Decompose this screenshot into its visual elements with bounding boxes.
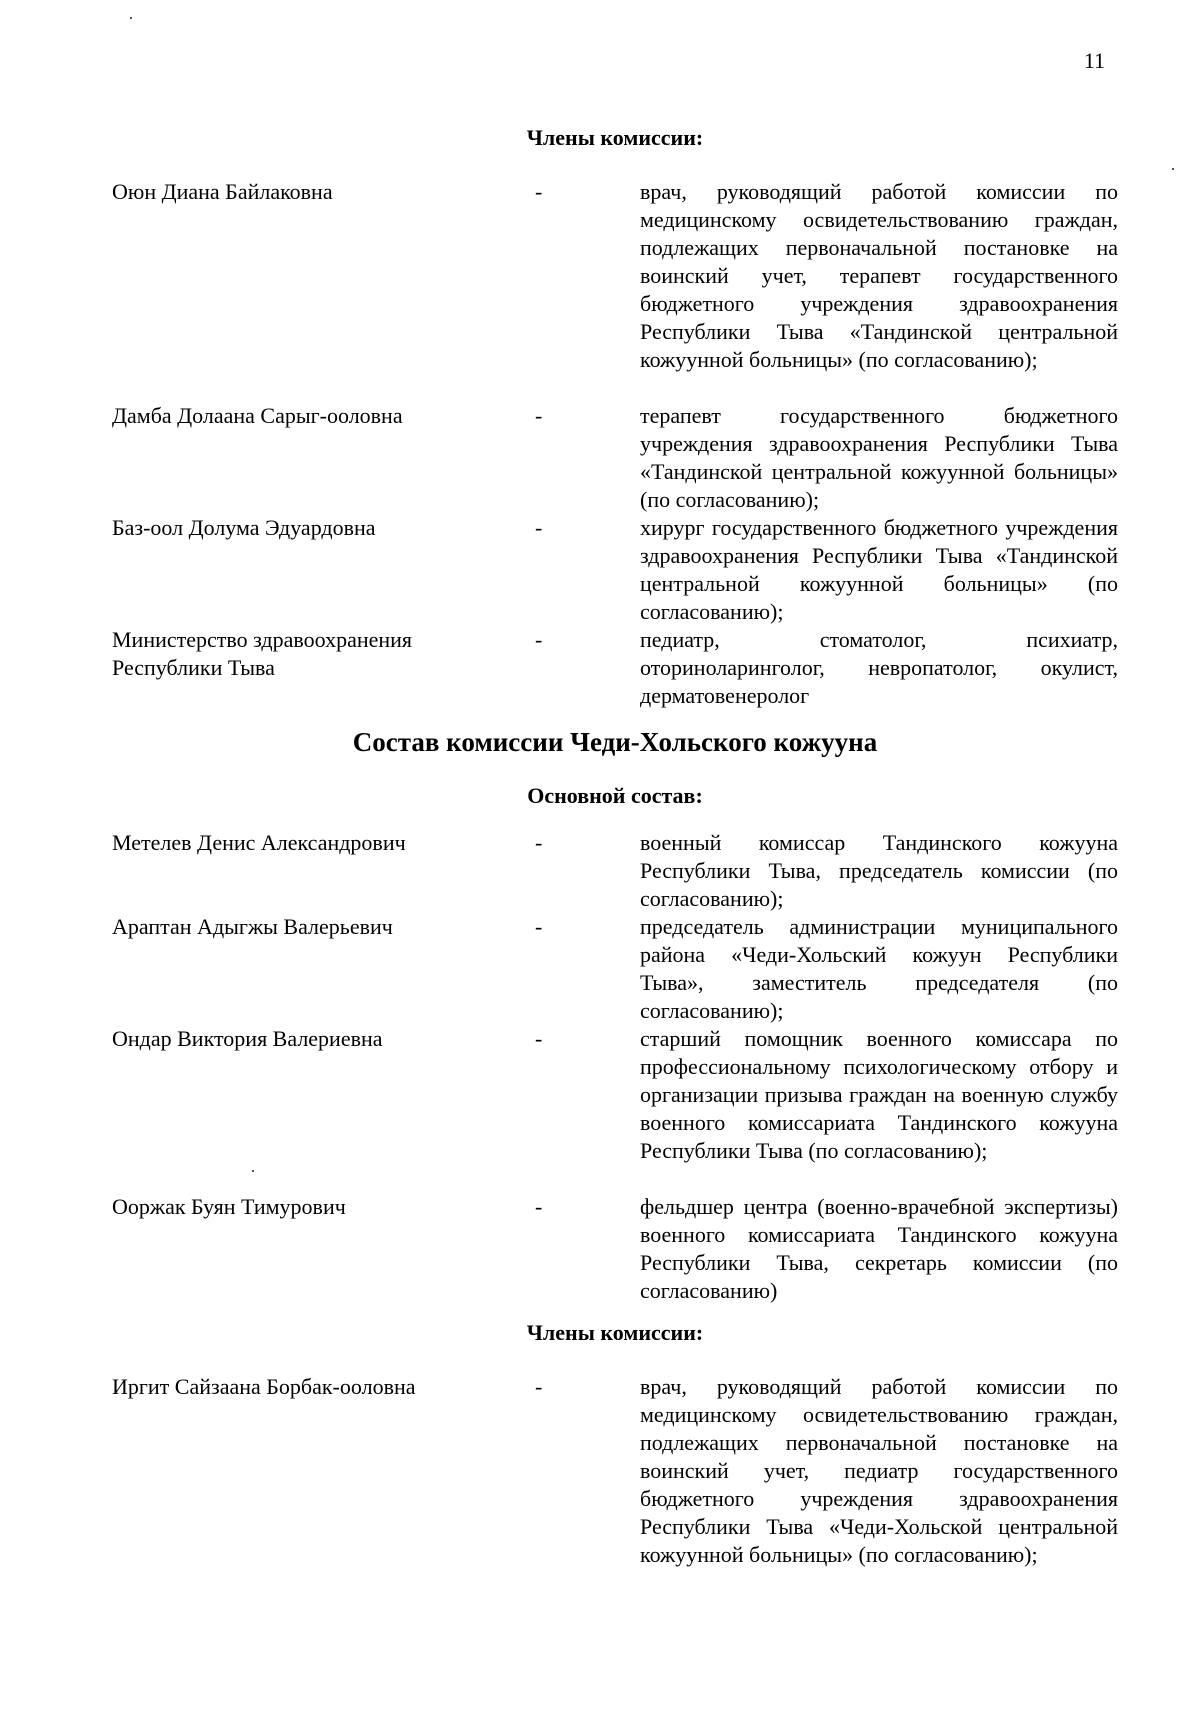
member-name: Араптан Адыгжы Валерьевич [112,914,393,939]
member-description: военный комиссар Тандинского кожууна Республики Тыва, председатель комиссии (по согласованию); [640,830,1118,911]
member-dash: - [535,914,543,939]
scan-speck [130,17,132,19]
member-description: терапевт государственного бюджетного учреждения здравоохранения Республики Тыва «Тандинской центральной кожуунной больницы» (по согласованию); [640,403,1118,512]
page-number: 11 [1083,48,1105,73]
section-heading-members: Члены комиссии: [526,1320,704,1345]
member-description: педиатр, стоматолог, психиатр, оториноларинголог, невропатолог, окулист, дерматовенеролог [640,627,1118,708]
member-description: хирург государственного бюджетного учреждения здравоохранения Республики Тыва «Тандинской центральной кожуунной больницы» (по согласованию); [640,515,1118,624]
member-name: Баз-оол Долума Эдуардовна [112,515,376,540]
scan-speck [252,1170,254,1172]
member-description: председатель администрации муниципального района «Чеди-Хольский кожуун Республики Тыва», заместитель председателя (по согласованию); [640,914,1118,1023]
member-dash: - [535,1374,543,1399]
member-name: Оюн Диана Байлаковна [112,179,333,204]
commission-title: Состав комиссии Чеди-Хольского кожууна [352,727,878,757]
member-name: Метелев Денис Александрович [112,830,406,855]
member-dash: - [535,627,543,652]
member-description: старший помощник военного комиссара по профессиональному психологическому отбору и организации призыва граждан на военную службу военного комиссариата Тандинского кожууна Республики Тыва (по согласованию); [640,1026,1118,1163]
member-name: Ондар Виктория Валериевна [112,1026,383,1051]
member-description: врач, руководящий работой комиссии по медицинскому освидетельствованию граждан, подлежащих первоначальной постановке на воинский учет, педиатр государственного бюджетного учреждения здравоохранения Республики Тыва «Чеди-Хольской центральной кожуунной больницы» (по согласованию); [640,1374,1118,1567]
member-dash: - [535,1026,543,1051]
member-name: Иргит Сайзаана Борбак-ооловна [112,1374,416,1399]
member-dash: - [535,403,543,428]
member-dash: - [535,830,543,855]
scan-speck [1172,168,1174,170]
section-heading-main-composition: Основной состав: [527,783,703,808]
member-name: Дамба Долаана Сарыг-ооловна [112,403,403,428]
member-description: врач, руководящий работой комиссии по медицинскому освидетельствованию граждан, подлежащих первоначальной постановке на воинский учет, терапевт государственного бюджетного учреждения здравоохранения Республики Тыва «Тандинской центральной кожуунной больницы» (по согласованию); [640,179,1118,372]
member-dash: - [535,515,543,540]
section-heading-members: Члены комиссии: [526,125,704,150]
member-name: Министерство здравоохранения Республики Тыва [112,627,413,680]
member-name: Ооржак Буян Тимурович [112,1194,346,1219]
member-dash: - [535,1194,543,1219]
member-description: фельдшер центра (военно-врачебной экспертизы) военного комиссариата Тандинского кожууна Республики Тыва, секретарь комиссии (по согласованию) [640,1194,1118,1303]
member-dash: - [535,179,543,204]
